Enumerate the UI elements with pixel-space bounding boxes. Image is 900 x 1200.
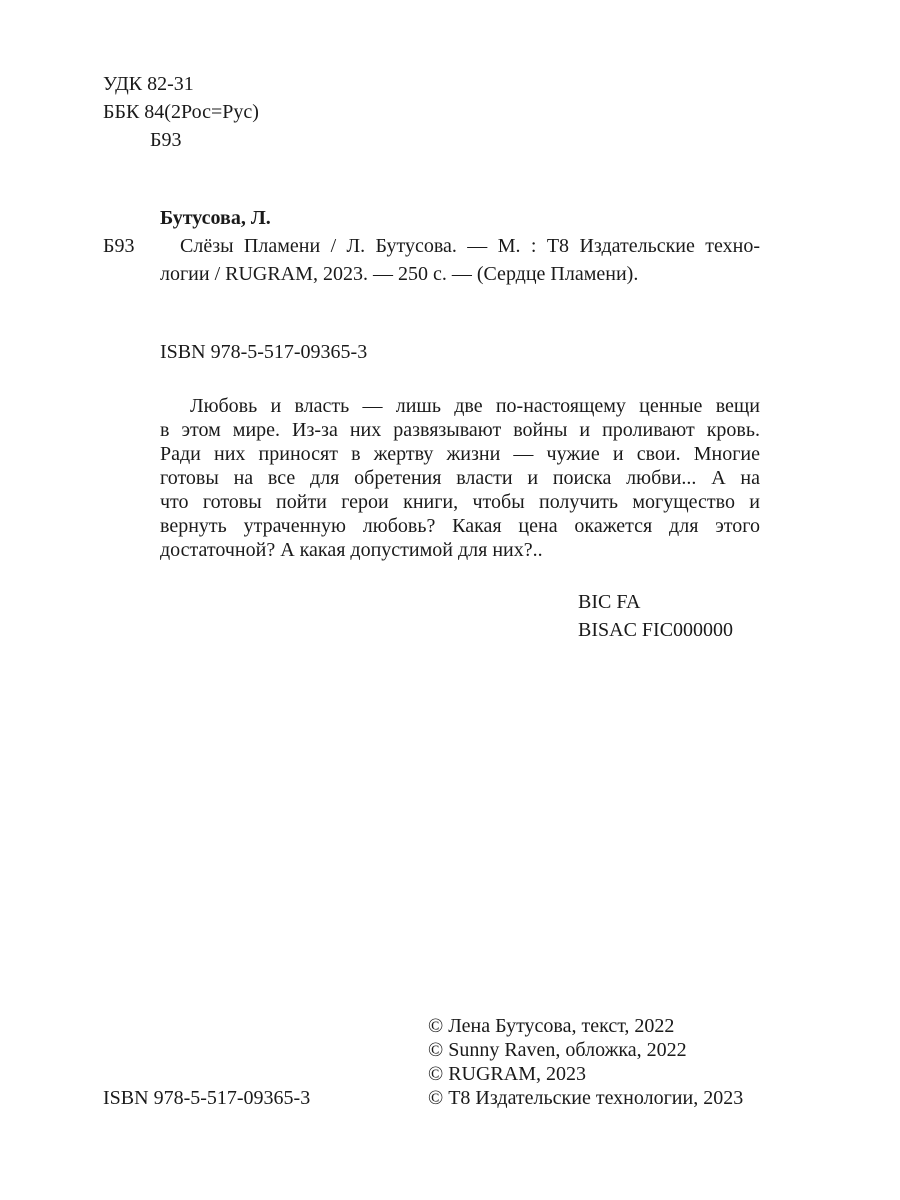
- copyright-line: © RUGRAM, 2023: [428, 1063, 586, 1085]
- annotation-line: в этом мире. Из-за них развязывают войны и проливают кровь.: [160, 419, 760, 441]
- bibliographic-line: логии / RUGRAM, 2023. — 250 с. — (Сердце Пламени).: [160, 263, 639, 285]
- copyright-line: © Лена Бутусова, текст, 2022: [428, 1015, 675, 1037]
- bibliographic-description: [180, 234, 760, 258]
- copyright-line: © Sunny Raven, обложка, 2022: [428, 1039, 687, 1061]
- udk-code: УДК 82-31: [103, 73, 194, 95]
- annotation-line: Любовь и власть — лишь две по-настоящему ценные вещи: [190, 395, 760, 417]
- record-mark: Б93: [103, 235, 135, 257]
- annotation-line: достаточной? А какая допустимой для них?..: [160, 539, 543, 561]
- annotation-line: что готовы пойти герои книги, чтобы получить могущество и: [160, 491, 760, 513]
- bibliographic-line: Слёзы Пламени / Л. Бутусова. — М. : Т8 Издательские техно-: [180, 235, 760, 257]
- copyright-line: © Т8 Издательские технологии, 2023: [428, 1087, 744, 1109]
- annotation-line: вернуть утраченную любовь? Какая цена окажется для этого: [160, 515, 760, 537]
- isbn-footer: ISBN 978-5-517-09365-3: [103, 1087, 311, 1109]
- isbn-main: ISBN 978-5-517-09365-3: [160, 341, 368, 363]
- annotation-line: Ради них приносят в жертву жизни — чужие и свои. Многие: [160, 443, 760, 465]
- author-mark: Б93: [150, 129, 182, 151]
- annotation-line: готовы на все для обретения власти и поиска любви... А на: [160, 467, 760, 489]
- bbk-code: ББК 84(2Рос=Рус): [103, 101, 259, 123]
- bisac-code: BISAC FIC000000: [578, 619, 734, 641]
- author-name: Бутусова, Л.: [160, 207, 271, 229]
- bic-code: BIC FA: [578, 591, 641, 613]
- annotation: [160, 394, 760, 562]
